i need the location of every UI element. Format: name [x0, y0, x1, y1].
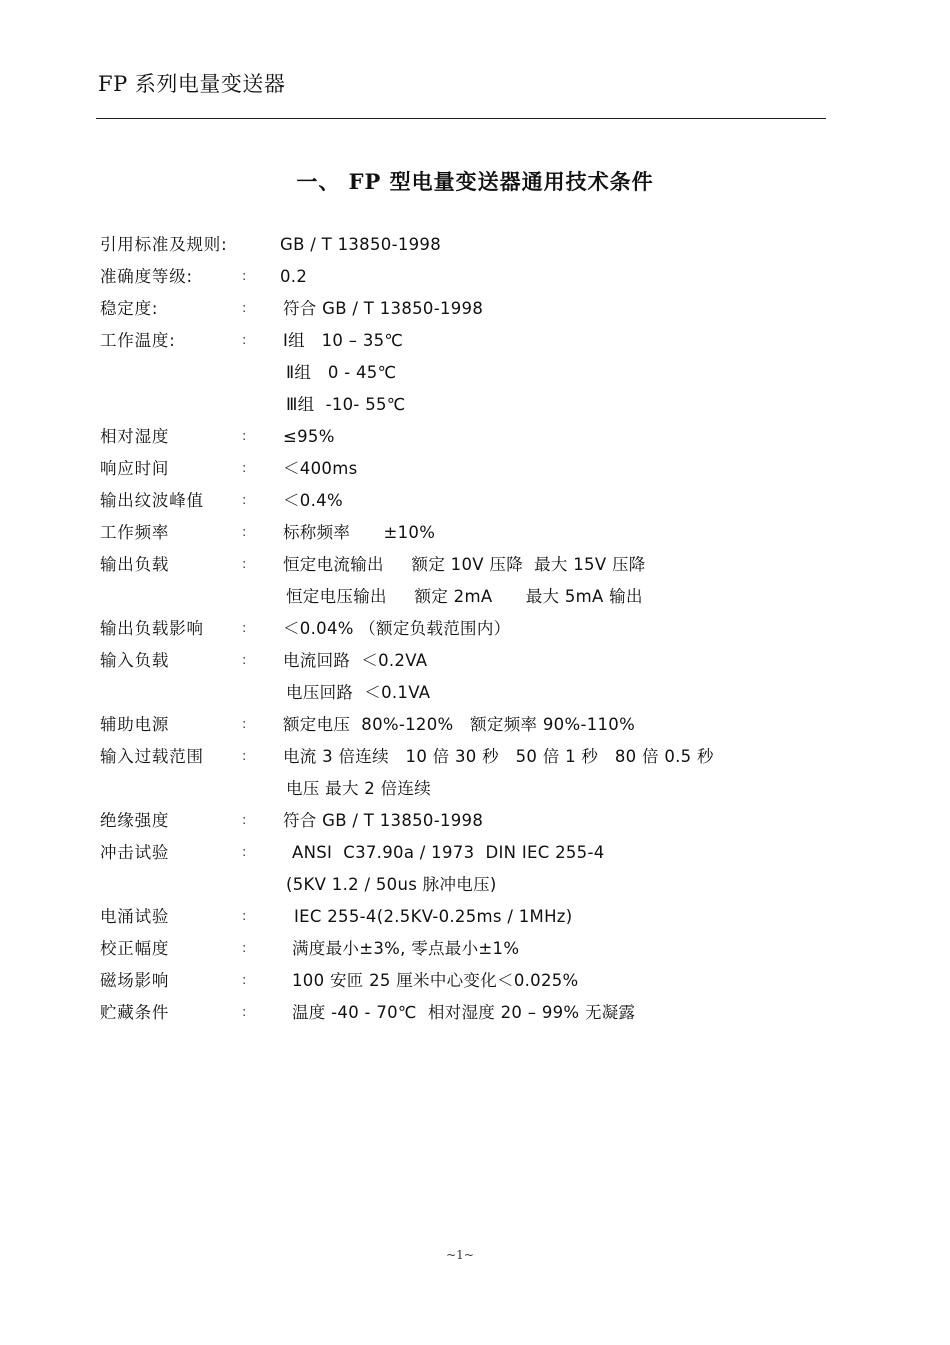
- spec-row: [100, 229, 820, 261]
- spec-colon: :: [242, 525, 247, 540]
- spec-row: [100, 389, 820, 421]
- spec-label: 贮藏条件: [100, 1003, 170, 1022]
- header-divider: [96, 118, 826, 119]
- spec-value: 恒定电压输出 额定 2mA 最大 5mA 输出: [286, 587, 643, 606]
- spec-row: [100, 421, 820, 453]
- spec-colon: :: [242, 973, 247, 988]
- spec-colon: :: [242, 333, 247, 348]
- spec-colon: :: [242, 909, 247, 924]
- spec-label: 响应时间: [100, 459, 170, 478]
- spec-row: [100, 549, 820, 581]
- document-header-title: FP 系列电量变送器: [98, 72, 286, 96]
- spec-label: 绝缘强度: [100, 811, 170, 830]
- spec-value: 标称频率 ±10%: [283, 523, 436, 542]
- spec-value: Ⅲ组 -10- 55℃: [286, 395, 406, 414]
- spec-colon: :: [242, 717, 247, 732]
- spec-value: 满度最小±3%, 零点最小±1%: [292, 939, 520, 958]
- spec-row: [100, 709, 820, 741]
- spec-colon: :: [242, 941, 247, 956]
- spec-colon: :: [242, 493, 247, 508]
- section-title: 一、 FP 型电量变送器通用技术条件: [296, 169, 654, 194]
- spec-label: 引用标准及规则:: [100, 235, 228, 254]
- spec-table: [100, 229, 820, 1029]
- spec-row: [100, 997, 820, 1029]
- spec-value: 额定电压 80%-120% 额定频率 90%-110%: [283, 715, 636, 734]
- spec-value: (5KV 1.2 / 50us 脉冲电压): [286, 875, 497, 894]
- spec-value: ANSI C37.90a / 1973 DIN IEC 255-4: [292, 843, 605, 862]
- spec-value: 温度 -40 - 70℃ 相对湿度 20 – 99% 无凝露: [292, 1003, 636, 1022]
- spec-colon: :: [242, 557, 247, 572]
- spec-colon: :: [242, 621, 247, 636]
- spec-row: [100, 453, 820, 485]
- spec-row: [100, 741, 820, 773]
- spec-value: ＜0.04% （额定负载范围内）: [283, 619, 511, 638]
- spec-value: ＜0.4%: [283, 491, 343, 510]
- spec-value: ＜400ms: [283, 459, 358, 478]
- spec-row: [100, 645, 820, 677]
- spec-label: 输入负载: [100, 651, 170, 670]
- spec-label: 工作温度:: [100, 331, 176, 350]
- spec-row: [100, 325, 820, 357]
- spec-row: [100, 805, 820, 837]
- spec-colon: :: [242, 653, 247, 668]
- spec-label: 输出负载影响: [100, 619, 204, 638]
- spec-colon: :: [242, 461, 247, 476]
- spec-row: [100, 965, 820, 997]
- spec-colon: :: [242, 429, 247, 444]
- spec-label: 输出负载: [100, 555, 170, 574]
- spec-label: 磁场影响: [100, 971, 170, 990]
- spec-value: 100 安匝 25 厘米中心变化＜0.025%: [292, 971, 579, 990]
- spec-colon: :: [242, 749, 247, 764]
- page-number: ~1~: [446, 1248, 474, 1262]
- spec-value: Ⅱ组 0 - 45℃: [286, 363, 397, 382]
- spec-row: [100, 485, 820, 517]
- spec-label: 冲击试验: [100, 843, 170, 862]
- spec-row: [100, 517, 820, 549]
- spec-label: 辅助电源: [100, 715, 170, 734]
- spec-label: 校正幅度: [100, 939, 170, 958]
- spec-label: 输出纹波峰值: [100, 491, 204, 510]
- spec-label: 工作频率: [100, 523, 170, 542]
- spec-row: [100, 773, 820, 805]
- spec-colon: :: [242, 813, 247, 828]
- spec-colon: :: [242, 301, 247, 316]
- spec-colon: :: [242, 1005, 247, 1020]
- spec-label: 电涌试验: [100, 907, 170, 926]
- spec-row: [100, 613, 820, 645]
- spec-label: 输入过载范围: [100, 747, 204, 766]
- spec-value: 0.2: [280, 267, 308, 286]
- spec-value: ≤95%: [283, 427, 335, 446]
- spec-value: 电压回路 ＜0.1VA: [286, 683, 431, 702]
- spec-row: [100, 293, 820, 325]
- spec-row: [100, 677, 820, 709]
- spec-value: 恒定电流输出 额定 10V 压降 最大 15V 压降: [283, 555, 646, 574]
- spec-label: 准确度等级:: [100, 267, 193, 286]
- spec-value: 符合 GB / T 13850-1998: [283, 811, 484, 830]
- spec-row: [100, 261, 820, 293]
- spec-value: GB / T 13850-1998: [280, 235, 442, 254]
- spec-value: 符合 GB / T 13850-1998: [283, 299, 484, 318]
- spec-value: Ⅰ组 10 – 35℃: [283, 331, 404, 350]
- spec-value: 电流 3 倍连续 10 倍 30 秒 50 倍 1 秒 80 倍 0.5 秒: [283, 747, 714, 766]
- spec-row: [100, 869, 820, 901]
- spec-colon: :: [242, 269, 247, 284]
- spec-row: [100, 901, 820, 933]
- spec-row: [100, 933, 820, 965]
- spec-value: 电压 最大 2 倍连续: [286, 779, 432, 798]
- spec-colon: :: [242, 845, 247, 860]
- spec-row: [100, 581, 820, 613]
- spec-label: 稳定度:: [100, 299, 159, 318]
- spec-value: 电流回路 ＜0.2VA: [283, 651, 428, 670]
- spec-value: IEC 255-4(2.5KV-0.25ms / 1MHz): [294, 907, 573, 926]
- spec-label: 相对湿度: [100, 427, 170, 446]
- spec-row: [100, 837, 820, 869]
- spec-row: [100, 357, 820, 389]
